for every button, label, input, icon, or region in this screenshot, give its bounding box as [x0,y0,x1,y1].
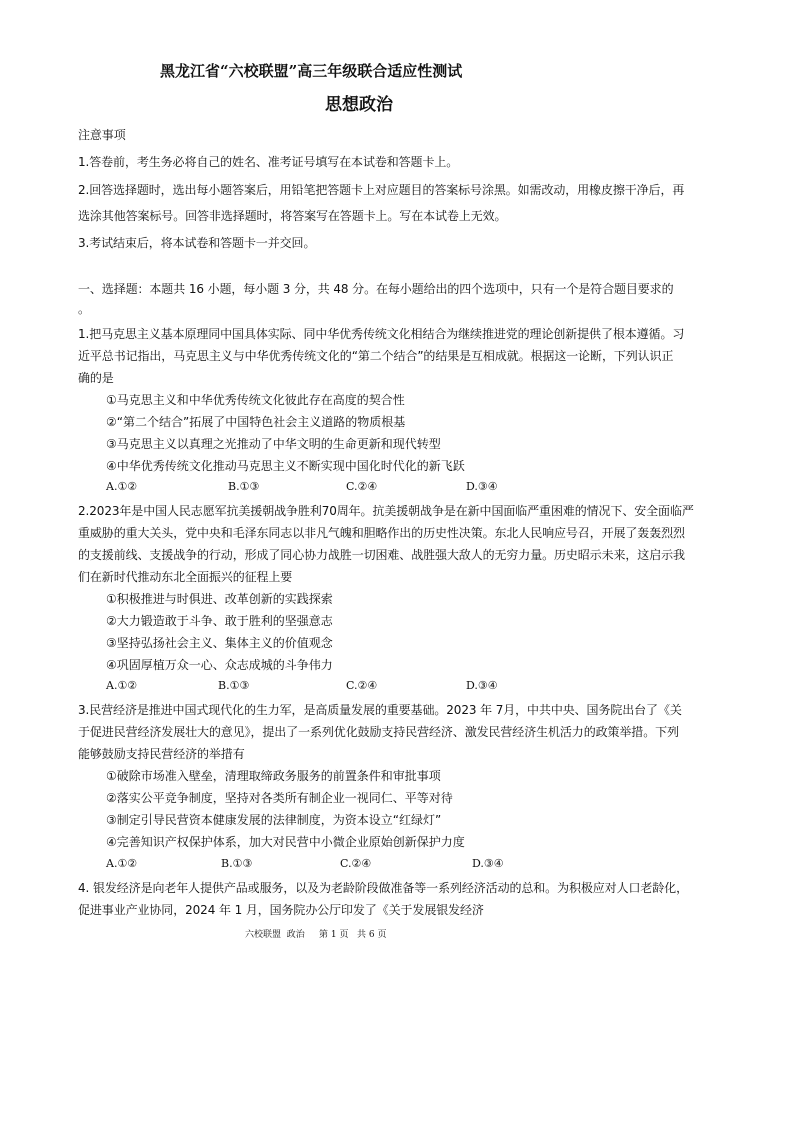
question-3-statement: ②落实公平竞争制度，坚持对各类所有制企业一视同仁、平等对待 [106,791,453,805]
question-3-statement: ④完善知识产权保护体系，加大对民营中小微企业原始创新保护力度 [106,835,465,849]
question-3-choice-b: B.①③ [221,857,253,870]
section-instructions-continued: 。 [78,302,90,316]
question-1-statement: ②“第二个结合”拓展了中国特色社会主义道路的物质根基 [106,415,406,429]
notice-heading: 注意事项 [78,128,126,142]
question-3-statement: ①破除市场准入壁垒，清理取缔政务服务的前置条件和审批事项 [106,769,441,783]
question-1-choice-c: C.②④ [346,480,378,493]
notice-item: 3.考试结束后，将本试卷和答题卡一并交回。 [78,236,316,250]
question-4-stem: 促进事业产业协同，2024 年 1 月，国务院办公厅印发了《关于发展银发经济 [78,903,484,917]
question-1-statement: ④中华优秀传统文化推动马克思主义不断实现中国化时代化的新飞跃 [106,459,465,473]
question-1-choice-b: B.①③ [228,480,260,493]
question-2-statement: ④巩固厚植万众一心、众志成城的斗争伟力 [106,658,333,672]
notice-item: 2.回答选择题时，选出每小题答案后，用铅笔把答题卡上对应题目的答案标号涂黑。如需改动，用橡皮擦干净后，再 [78,183,685,197]
question-3-statement: ③制定引导民营资本健康发展的法律制度，为资本设立“红绿灯” [106,813,442,827]
question-2-choice-b: B.①③ [218,679,250,692]
question-2-choice-a: A.①② [106,679,138,692]
question-1-statement: ③马克思主义以真理之光推动了中华文明的生命更新和现代转型 [106,437,441,451]
question-2-stem: 们在新时代推动东北全面振兴的征程上要 [78,570,293,584]
question-2-choice-c: C.②④ [346,679,378,692]
question-2-statement: ②大力锻造敢于斗争、敢于胜利的坚强意志 [106,614,333,628]
question-2-stem: 2.2023年是中国人民志愿军抗美援朝战争胜利70周年。抗美援朝战争是在新中国面临严重困难的情况下、安全面临严 [78,504,694,518]
question-1-choice-a: A.①② [106,480,138,493]
page-footer: 六校联盟 政治 第 1 页 共 6 页 [245,930,387,940]
question-2-stem: 的支援前线、支援战争的行动，形成了同心协力战胜一切困难、战胜强大敌人的无穷力量。历史昭示未来，这启示我 [78,548,685,562]
exam-title: 黑龙江省“六校联盟”高三年级联合适应性测试 [160,62,463,80]
question-3-choice-a: A.①② [106,857,138,870]
question-1-stem: 1.把马克思主义基本原理同中国具体实际、同中华优秀传统文化相结合为继续推进党的理论创新提供了根本遵循。习 [78,327,685,341]
question-2-statement: ①积极推进与时俱进、改革创新的实践探索 [106,592,333,606]
notice-item-continued: 选涂其他答案标号。回答非选择题时，将答案写在答题卡上。写在本试卷上无效。 [78,209,507,223]
question-4-stem: 4. 银发经济是向老年人提供产品或服务，以及为老龄阶段做准备等一系列经济活动的总和。为积极应对人口老龄化， [78,881,688,895]
question-3-choice-d: D.③④ [472,857,504,870]
subject-title: 思想政治 [325,95,393,115]
question-3-stem: 于促进民营经济发展壮大的意见》，提出了一系列优化鼓励支持民营经济、激发民营经济生机活力的政策举措。下列 [78,725,679,739]
question-1-choice-d: D.③④ [466,480,498,493]
question-1-statement: ①马克思主义和中华优秀传统文化彼此存在高度的契合性 [106,393,405,407]
question-2-stem: 重威胁的重大关头，党中央和毛泽东同志以非凡气魄和胆略作出的历史性决策。东北人民响应号召，开展了轰轰烈烈 [78,526,685,540]
notice-item: 1.答卷前，考生务必将自己的姓名、准考证号填写在本试卷和答题卡上。 [78,155,459,169]
question-2-statement: ③坚持弘扬社会主义、集体主义的价值观念 [106,636,333,650]
question-2-choice-d: D.③④ [466,679,498,692]
question-3-stem: 3.民营经济是推进中国式现代化的生力军，是高质量发展的重要基础。2023 年 7月，中共中央、国务院出台了《关 [78,703,682,717]
question-3-choice-c: C.②④ [340,857,372,870]
question-1-stem: 确的是 [78,371,114,385]
question-3-stem: 能够鼓励支持民营经济的举措有 [78,747,245,761]
section-instructions: 一、选择题：本题共 16 小题，每小题 3 分，共 48 分。在每小题给出的四个选项中，只有一个是符合题目要求的 [78,282,674,296]
question-1-stem: 近平总书记指出，马克思主义与中华优秀传统文化的“第二个结合”的结果是互相成就。根据这一论断，下列认识正 [78,349,674,363]
